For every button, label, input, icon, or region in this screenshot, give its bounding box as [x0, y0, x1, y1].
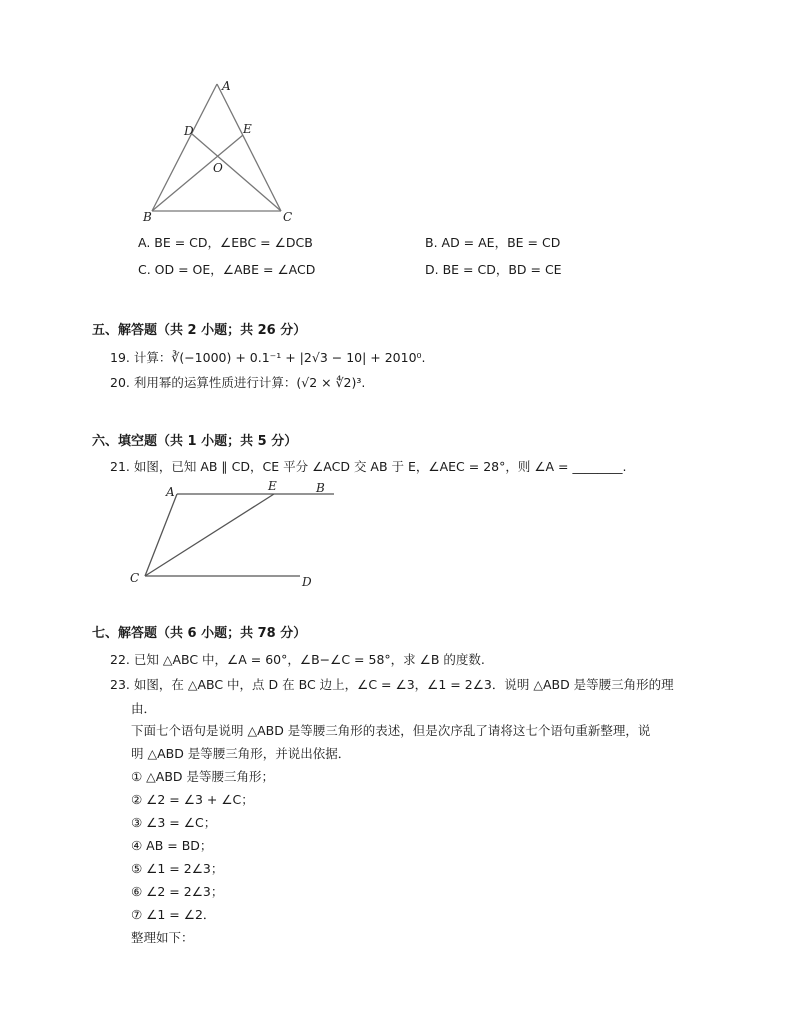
- section-6-title: 六、填空题（共 1 小题；共 5 分）: [92, 434, 298, 449]
- statement-3: ③ ∠3 = ∠C；: [131, 815, 217, 830]
- statement-7: ⑦ ∠1 = ∠2．: [131, 907, 216, 922]
- segment-be: [152, 135, 243, 211]
- question-20: 20. 利用幂的运算性质进行计算：(√2 × ∜2)³.: [110, 375, 366, 390]
- question-23-line-4: 明 △ABD 是等腰三角形，并说出依据．: [131, 746, 351, 761]
- label-d2: D: [302, 575, 312, 589]
- label-c: C: [283, 210, 293, 224]
- label-a2: A: [166, 485, 175, 499]
- side-ac: [217, 84, 281, 211]
- label-e2: E: [268, 479, 277, 493]
- question-19: 19. 计算：∛(−1000) + 0.1⁻¹ + |2√3 − 10| + 2010⁰.: [110, 350, 426, 365]
- segment-cd: [192, 134, 281, 211]
- segment-ac: [145, 494, 177, 576]
- label-b2: B: [316, 481, 325, 495]
- statement-1: ① △ABD 是等腰三角形；: [131, 769, 275, 784]
- statement-5: ⑤ ∠1 = 2∠3；: [131, 861, 224, 876]
- label-o: O: [213, 161, 223, 175]
- closing-text: 整理如下：: [131, 930, 194, 945]
- section-7-title: 七、解答题（共 6 小题；共 78 分）: [92, 626, 307, 641]
- segment-ce: [145, 494, 274, 576]
- statement-6: ⑥ ∠2 = 2∠3；: [131, 884, 224, 899]
- label-e: E: [243, 122, 252, 136]
- label-b: B: [143, 210, 152, 224]
- question-23-line-1: 23. 如图，在 △ABC 中，点 D 在 BC 边上，∠C = ∠3，∠1 = 2∠3．说明 △ABD 是等腰三角形的理: [110, 677, 674, 692]
- statement-4: ④ AB = BD；: [131, 838, 213, 853]
- option-c[interactable]: C. OD = OE，∠ABE = ∠ACD: [138, 262, 316, 277]
- question-21: 21. 如图，已知 AB ∥ CD，CE 平分 ∠ACD 交 AB 于 E，∠AEC = 28°，则 ∠A = ________.: [110, 459, 627, 474]
- label-d: D: [184, 124, 194, 138]
- question-22: 22. 已知 △ABC 中，∠A = 60°，∠B−∠C = 58°，求 ∠B 的度数.: [110, 652, 485, 667]
- section-5-title: 五、解答题（共 2 小题；共 26 分）: [92, 323, 307, 338]
- option-d[interactable]: D. BE = CD，BD = CE: [425, 262, 562, 277]
- option-b[interactable]: B. AD = AE，BE = CD: [425, 235, 561, 250]
- label-a: A: [222, 79, 231, 93]
- statement-2: ② ∠2 = ∠3 + ∠C；: [131, 792, 254, 807]
- question-23-line-2: 由．: [131, 701, 157, 716]
- label-c2: C: [130, 571, 140, 585]
- question-23-line-3: 下面七个语句是说明 △ABD 是等腰三角形的表述，但是次序乱了请将这七个语句重新整理，说: [131, 723, 651, 738]
- option-a[interactable]: A. BE = CD，∠EBC = ∠DCB: [138, 235, 313, 250]
